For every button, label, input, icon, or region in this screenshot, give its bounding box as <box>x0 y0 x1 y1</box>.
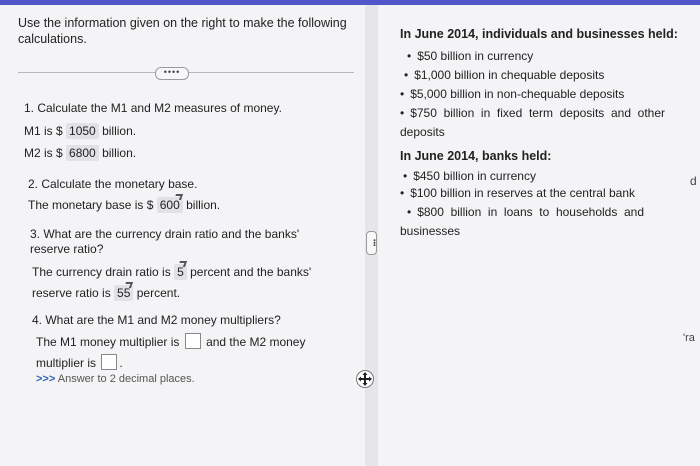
q4-m2-text: and the M2 money <box>206 335 306 349</box>
q1-m2-suffix: billion. <box>102 146 137 160</box>
q2-answer[interactable]: 600 <box>157 197 183 213</box>
edge-fragment-d: d <box>690 174 697 188</box>
individuals-item-non-chequable: • $5,000 billion in non-chequable deposits <box>400 86 624 102</box>
q3-drain-answer[interactable]: 5 <box>174 264 187 280</box>
individuals-item-fixed-term: • $750 billion in fixed term deposits and other <box>400 105 665 121</box>
q3-reserve-suffix: percent. <box>136 286 181 300</box>
q1-m1-prefix: M1 is $ <box>24 124 63 138</box>
q3-prompt-line2: reserve ratio? <box>30 242 104 256</box>
q4-m1-line <box>36 333 305 350</box>
q3-reserve-prefix: reserve ratio is <box>32 286 111 300</box>
banks-item-loans-cont: businesses <box>400 224 461 238</box>
individuals-item-fixed-term-cont: deposits <box>400 125 445 139</box>
q2-prefix: The monetary base is $ <box>28 198 154 212</box>
individuals-item-chequable: • $1,000 billion in chequable deposits <box>404 67 604 83</box>
q4-m2-line <box>36 354 123 371</box>
banks-item-loans: • $800 billion in loans to households and <box>407 204 644 220</box>
q1-m2-line <box>24 145 136 161</box>
hint-text: Answer to 2 decimal places. <box>57 373 195 385</box>
q2-line <box>28 197 220 213</box>
q3-reserve-line <box>32 285 180 301</box>
banks-heading: In June 2014, banks held: <box>400 149 552 163</box>
q4-hint <box>36 372 195 387</box>
move-icon[interactable] <box>356 370 374 388</box>
q4-m2-multiplier-input[interactable] <box>101 354 117 370</box>
expand-more-button[interactable]: •••• <box>155 67 189 80</box>
q3-drain-prefix: The currency drain ratio is <box>32 265 171 279</box>
q2-prompt: 2. Calculate the monetary base. <box>28 177 198 191</box>
q4-m1-multiplier-input[interactable] <box>185 333 201 349</box>
q4-period: . <box>119 356 123 370</box>
q4-multiplier-prefix: multiplier is <box>36 356 97 370</box>
q1-m1-suffix: billion. <box>102 124 137 138</box>
hint-arrows: >>> <box>36 373 56 385</box>
individuals-item-currency: • $50 billion in currency <box>407 48 533 64</box>
q4-m1-prefix: The M1 money multiplier is <box>36 335 180 349</box>
q1-m1-answer[interactable]: 1050 <box>66 123 99 139</box>
q1-prompt: 1. Calculate the M1 and M2 measures of money. <box>24 101 282 115</box>
q1-m2-prefix: M2 is $ <box>24 146 63 160</box>
q3-drain-line <box>32 264 311 280</box>
q4-prompt: 4. What are the M1 and M2 money multipliers? <box>32 313 281 327</box>
individuals-heading: In June 2014, individuals and businesses held: <box>400 27 678 41</box>
q1-m2-answer[interactable]: 6800 <box>66 145 99 161</box>
q3-reserve-answer[interactable]: 55 <box>114 285 133 301</box>
q2-suffix: billion. <box>186 198 221 212</box>
banks-item-currency: • $450 billion in currency <box>403 168 536 184</box>
q3-drain-suffix: percent and the banks' <box>190 265 312 279</box>
edge-fragment-ra: 'ra <box>683 332 695 344</box>
instructions-text: Use the information given on the right to make the following calculations. <box>18 16 347 46</box>
resize-handle[interactable]: ••• <box>366 231 377 255</box>
banks-item-reserves: • $100 billion in reserves at the central bank <box>400 185 635 201</box>
q3-prompt-line1: 3. What are the currency drain ratio and the banks' <box>30 227 300 241</box>
q1-m1-line <box>24 123 136 139</box>
